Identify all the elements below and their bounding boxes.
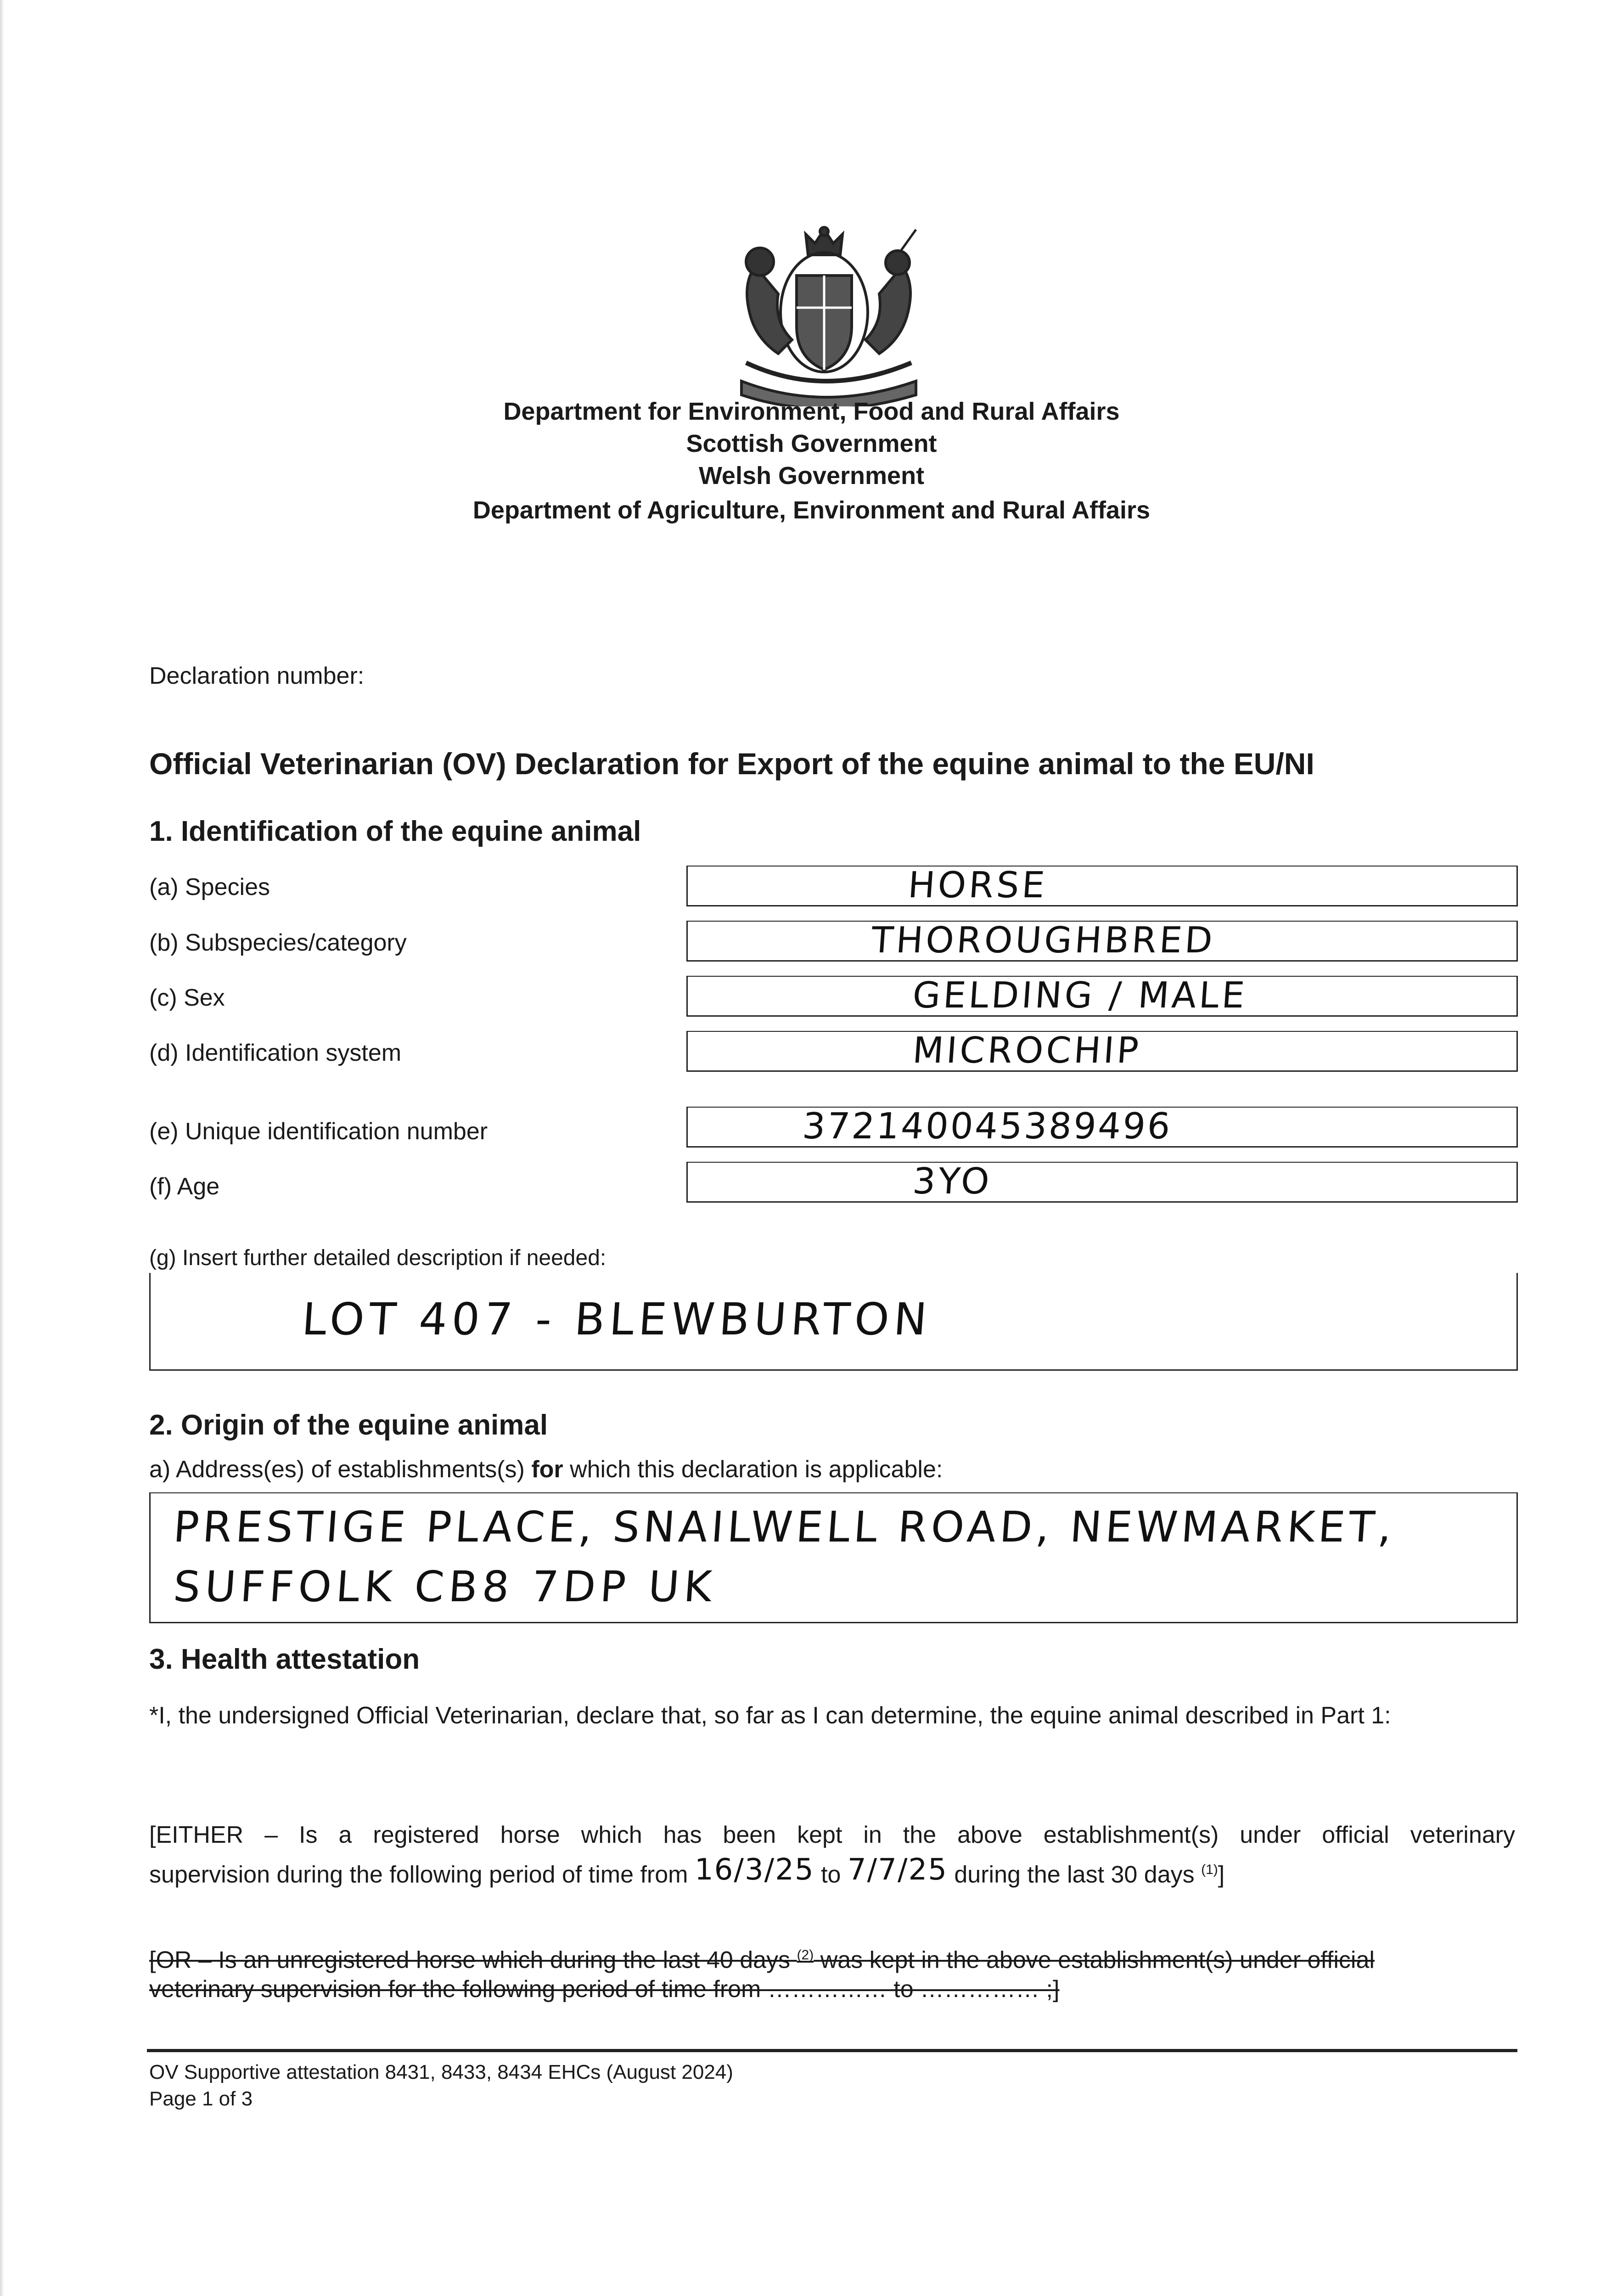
uid-field[interactable] (686, 1107, 1518, 1148)
address-label-text: a) Address(es) of establishments(s) (149, 1456, 532, 1483)
sex-field[interactable] (686, 976, 1518, 1017)
further-description-field[interactable] (149, 1273, 1518, 1371)
document-title: Official Veterinarian (OV) Declaration for Export of the equine animal to the EU/NI (149, 747, 1314, 781)
either-text: supervision during the following period of time from (149, 1861, 688, 1888)
address-field[interactable] (149, 1492, 1518, 1623)
section1-heading: 1. Identification of the equine animal (149, 816, 641, 847)
subspecies-label: (b) Subspecies/category (149, 929, 407, 956)
department-name: Scottish Government (686, 430, 937, 457)
further-description-value: LOT 407 - BLEWBURTON (300, 1294, 933, 1345)
address-label-bold: for (531, 1456, 563, 1483)
species-value: HORSE (906, 865, 1049, 906)
or-clause-line1 (149, 1939, 1515, 1976)
age-label: (f) Age (149, 1173, 220, 1200)
age-value: 3YO (911, 1161, 994, 1202)
health-attestation-intro: *I, the undersigned Official Veterinarian, declare that, so far as I can determine, the equine animal described in Part 1: (149, 1702, 1391, 1729)
further-description-label: (g) Insert further detailed description if needed: (149, 1246, 607, 1270)
scan-edge (0, 0, 5, 2296)
subspecies-field[interactable] (686, 921, 1518, 962)
department-name: Department of Agriculture, Environment and Rural Affairs (472, 496, 1151, 524)
footnote-marker: (1) (1201, 1862, 1218, 1877)
either-text: during the last 30 days (954, 1861, 1195, 1888)
footer-divider (147, 2049, 1517, 2052)
section3-heading: 3. Health attestation (149, 1643, 420, 1675)
footnote-marker: (2) (797, 1947, 814, 1963)
subspecies-value: THOROUGHBRED (870, 920, 1217, 961)
sex-value: GELDING / MALE (911, 975, 1249, 1016)
or-text: [OR – Is an unregistered horse which during the last 40 days (149, 1947, 791, 1974)
identification-system-label: (d) Identification system (149, 1040, 402, 1066)
identification-system-field[interactable] (686, 1031, 1518, 1072)
uid-value: 372140045389496 (801, 1106, 1174, 1147)
address-line-1: PRESTIGE PLACE, SNAILWELL ROAD, NEWMARKET, (172, 1503, 1397, 1552)
footer-reference: OV Supportive attestation 8431, 8433, 8434 EHCs (August 2024) (149, 2061, 733, 2083)
section2-heading: 2. Origin of the equine animal (149, 1409, 548, 1441)
sex-label: (c) Sex (149, 985, 225, 1011)
identification-system-value: MICROCHIP (911, 1030, 1143, 1071)
royal-coat-of-arms-icon (728, 225, 930, 406)
address-line-2: SUFFOLK CB8 7DP UK (172, 1562, 718, 1611)
either-clause-line2 (149, 1853, 1515, 1891)
either-clause-line1: [EITHER – Is a registered horse which has been kept in the above establishment(s) under official veterinary (149, 1822, 1515, 1848)
department-name: Department for Environment, Food and Rural Affairs (503, 398, 1120, 425)
either-text: ] (1218, 1861, 1225, 1888)
either-to-date[interactable]: 7/7/25 (847, 1853, 948, 1887)
address-label-text: which this declaration is applicable: (563, 1456, 943, 1483)
department-name: Welsh Government (698, 462, 925, 490)
uid-label: (e) Unique identification number (149, 1118, 488, 1145)
address-label (149, 1456, 943, 1483)
declaration-number-label: Declaration number: (149, 663, 365, 689)
age-field[interactable] (686, 1162, 1518, 1203)
or-text: was kept in the above establishment(s) under official (820, 1947, 1375, 1974)
species-label: (a) Species (149, 874, 270, 900)
species-field[interactable] (686, 866, 1518, 906)
either-text: to (821, 1861, 841, 1888)
page-number: Page 1 of 3 (149, 2088, 253, 2110)
either-from-date[interactable]: 16/3/25 (694, 1853, 814, 1887)
or-clause-line2: veterinary supervision for the following period of time from …………… to …………… ;] (149, 1976, 1060, 2003)
